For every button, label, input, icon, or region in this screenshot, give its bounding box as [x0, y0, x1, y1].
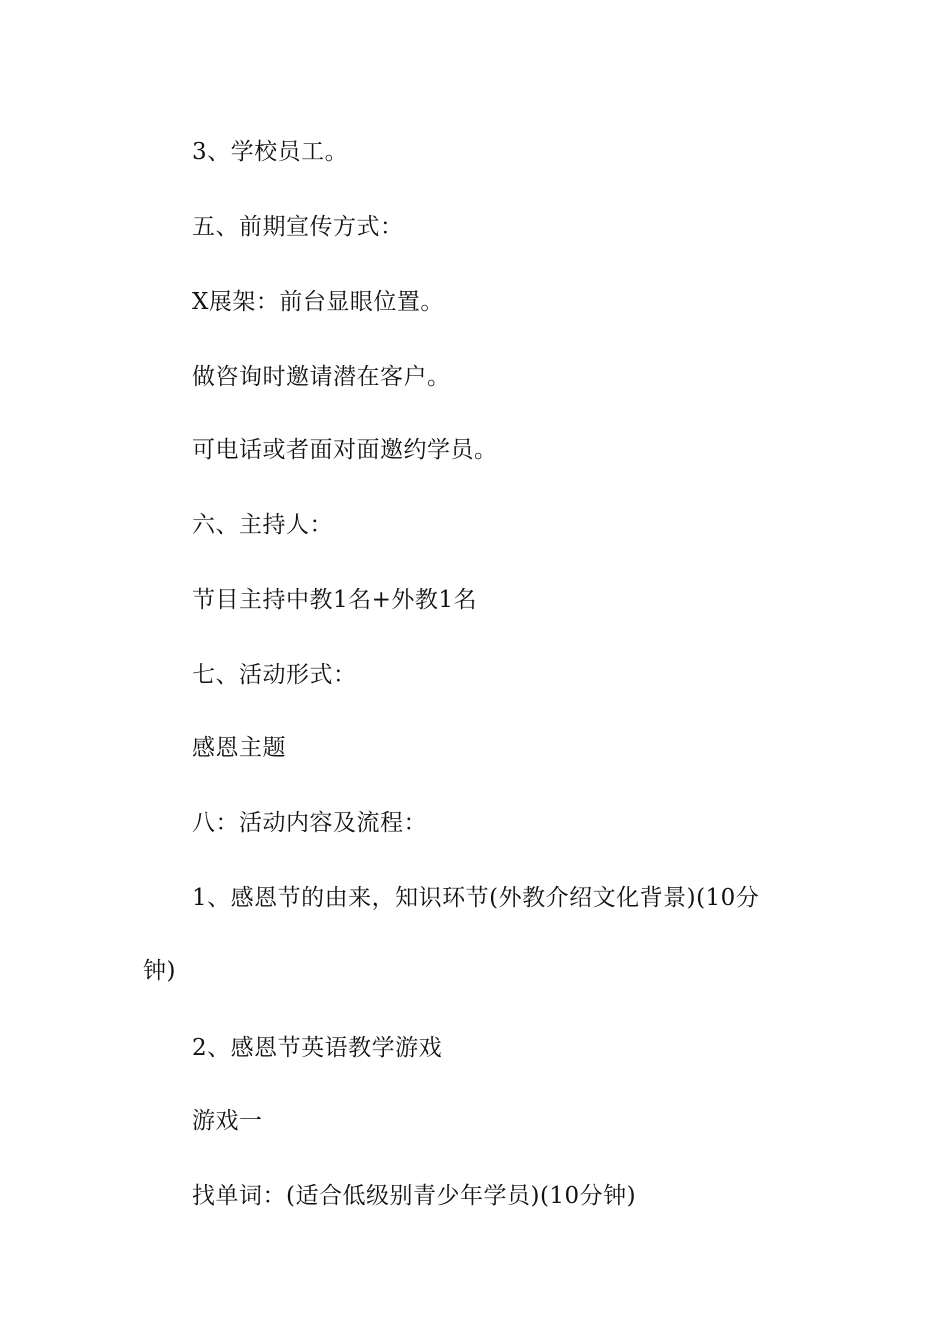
heading-host: 六、主持人：: [192, 512, 333, 538]
paragraph-invite-students: 可电话或者面对面邀约学员。: [192, 437, 498, 463]
paragraph-school-staff: 3、学校员工。: [192, 139, 349, 165]
heading-promotion-methods: 五、前期宣传方式：: [192, 214, 404, 240]
paragraph-thanksgiving-theme: 感恩主题: [192, 735, 286, 761]
heading-activity-form: 七、活动形式：: [192, 662, 357, 688]
paragraph-invite-customers: 做咨询时邀请潜在客户。: [192, 364, 451, 390]
paragraph-x-banner: X展架：前台显眼位置。: [192, 289, 444, 315]
paragraph-english-teaching-game: 2、感恩节英语教学游戏: [192, 1035, 443, 1061]
paragraph-find-words: 找单词：(适合低级别青少年学员)(10分钟): [192, 1183, 637, 1209]
heading-activity-content: 八：活动内容及流程：: [192, 810, 427, 836]
paragraph-host-detail: 节目主持中教1名+外教1名: [192, 587, 478, 613]
paragraph-origin-of-thanksgiving-continued: 钟): [143, 958, 176, 984]
heading-game-one: 游戏一: [192, 1108, 263, 1134]
paragraph-origin-of-thanksgiving: 1、感恩节的由来，知识环节(外教介绍文化背景)(10分: [192, 885, 760, 911]
